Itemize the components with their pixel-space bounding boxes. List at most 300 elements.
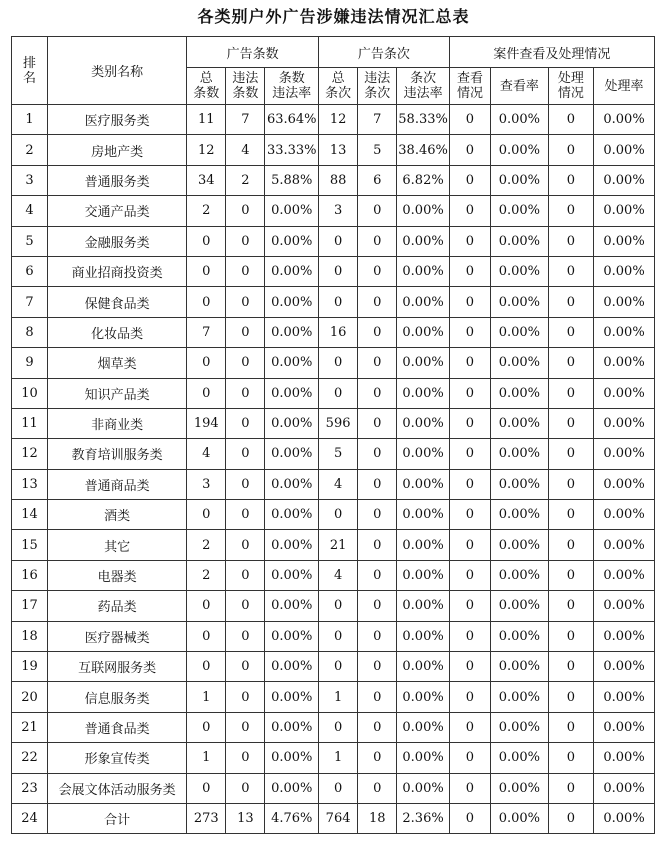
total-times-cell: 764 (319, 803, 358, 833)
violation-count-cell: 0 (226, 348, 265, 378)
view-rate-header-line1: 查看率 (499, 78, 539, 94)
times-violation-rate-cell: 0.00% (397, 348, 450, 378)
category-name-cell: 医疗服务类 (48, 105, 187, 135)
violation-count-cell: 0 (226, 712, 265, 742)
view-status-cell: 0 (449, 196, 490, 226)
handle-status-header (548, 68, 593, 105)
times-violation-rate-cell: 0.00% (397, 408, 450, 438)
violation-times-cell: 0 (358, 469, 397, 499)
view-rate-cell: 0.00% (491, 317, 549, 347)
total-count-cell: 3 (187, 469, 226, 499)
table-row (12, 135, 655, 165)
view-status-cell: 0 (449, 682, 490, 712)
handle-status-cell: 0 (548, 560, 593, 590)
total-count-cell: 0 (187, 378, 226, 408)
count-violation-rate-cell: 0.00% (265, 743, 319, 773)
rank-cell: 5 (12, 226, 48, 256)
handle-status-cell: 0 (548, 226, 593, 256)
table-row (12, 652, 655, 682)
times-violation-rate-cell: 0.00% (397, 652, 450, 682)
times-violation-rate-cell: 58.33% (397, 105, 450, 135)
view-status-cell: 0 (449, 803, 490, 833)
handle-rate-cell: 0.00% (594, 226, 655, 256)
times-violation-rate-cell: 0.00% (397, 773, 450, 803)
view-rate-cell: 0.00% (491, 803, 549, 833)
times-violation-rate-cell: 0.00% (397, 682, 450, 712)
view-rate-cell: 0.00% (491, 378, 549, 408)
table-row (12, 803, 655, 833)
times-violation-rate-header-line1: 条次 (410, 71, 437, 86)
violation-count-cell: 0 (226, 530, 265, 560)
handle-status-cell: 0 (548, 712, 593, 742)
total-times-cell: 0 (319, 652, 358, 682)
view-rate-cell: 0.00% (491, 439, 549, 469)
count-violation-rate-cell: 0.00% (265, 408, 319, 438)
view-status-header-line2: 情况 (456, 86, 483, 101)
rank-cell: 23 (12, 773, 48, 803)
violation-times-cell: 0 (358, 287, 397, 317)
total-count-cell: 0 (187, 652, 226, 682)
category-name-cell: 形象宣传类 (48, 743, 187, 773)
ad-count-group-header: 广告条数 (187, 37, 319, 68)
category-name-cell: 信息服务类 (48, 682, 187, 712)
table-row (12, 165, 655, 195)
view-status-cell: 0 (449, 408, 490, 438)
violation-times-header-line2: 条次 (364, 86, 391, 101)
category-name-cell: 电器类 (48, 560, 187, 590)
handle-rate-header (594, 68, 655, 105)
total-count-cell: 0 (187, 348, 226, 378)
times-violation-rate-cell: 0.00% (397, 560, 450, 590)
view-status-cell: 0 (449, 500, 490, 530)
times-violation-rate-cell: 0.00% (397, 256, 450, 286)
handle-status-cell: 0 (548, 135, 593, 165)
handle-status-cell: 0 (548, 439, 593, 469)
rank-cell: 4 (12, 196, 48, 226)
total-count-cell: 4 (187, 439, 226, 469)
total-count-header-line1: 总 (199, 71, 213, 86)
view-status-header (449, 68, 490, 105)
violation-count-cell: 0 (226, 621, 265, 651)
total-count-cell: 0 (187, 226, 226, 256)
rank-cell: 13 (12, 469, 48, 499)
total-count-cell: 0 (187, 500, 226, 530)
violation-times-cell: 0 (358, 591, 397, 621)
total-times-cell: 4 (319, 469, 358, 499)
category-name-cell: 知识产品类 (48, 378, 187, 408)
total-times-cell: 0 (319, 256, 358, 286)
view-status-header-line1: 查看 (456, 71, 483, 86)
violation-times-cell: 0 (358, 348, 397, 378)
total-times-cell: 12 (319, 105, 358, 135)
rank-cell: 20 (12, 682, 48, 712)
violation-times-cell: 0 (358, 530, 397, 560)
count-violation-rate-cell: 0.00% (265, 773, 319, 803)
category-name-cell: 酒类 (48, 500, 187, 530)
handle-status-cell: 0 (548, 469, 593, 499)
violation-times-cell: 0 (358, 500, 397, 530)
table-row (12, 500, 655, 530)
violation-times-cell: 0 (358, 226, 397, 256)
violation-count-cell: 0 (226, 408, 265, 438)
handle-rate-cell: 0.00% (594, 469, 655, 499)
category-name-cell: 普通服务类 (48, 165, 187, 195)
violation-times-header (358, 68, 397, 105)
view-rate-cell: 0.00% (491, 256, 549, 286)
total-times-cell: 0 (319, 621, 358, 651)
times-violation-rate-cell: 6.82% (397, 165, 450, 195)
table-row (12, 773, 655, 803)
table-row (12, 439, 655, 469)
handle-status-cell: 0 (548, 743, 593, 773)
table-row (12, 712, 655, 742)
handle-rate-cell: 0.00% (594, 287, 655, 317)
count-violation-rate-cell: 0.00% (265, 196, 319, 226)
count-violation-rate-cell: 0.00% (265, 287, 319, 317)
table-row (12, 196, 655, 226)
table-row (12, 317, 655, 347)
violation-times-cell: 18 (358, 803, 397, 833)
total-times-cell: 0 (319, 500, 358, 530)
case-group-header: 案件查看及处理情况 (449, 37, 654, 68)
total-times-cell: 1 (319, 743, 358, 773)
table-row (12, 560, 655, 590)
view-status-cell: 0 (449, 165, 490, 195)
count-violation-rate-header-line1: 条数 (278, 71, 305, 86)
total-count-cell: 2 (187, 196, 226, 226)
handle-rate-cell: 0.00% (594, 196, 655, 226)
total-times-cell: 0 (319, 226, 358, 256)
view-status-cell: 0 (449, 591, 490, 621)
total-times-cell: 0 (319, 712, 358, 742)
view-status-cell: 0 (449, 560, 490, 590)
category-name-cell: 教育培训服务类 (48, 439, 187, 469)
count-violation-rate-cell: 0.00% (265, 682, 319, 712)
count-violation-rate-cell: 0.00% (265, 256, 319, 286)
handle-status-cell: 0 (548, 530, 593, 560)
violation-count-header-line2: 条数 (232, 86, 259, 101)
total-times-cell: 88 (319, 165, 358, 195)
rank-cell: 7 (12, 287, 48, 317)
times-violation-rate-cell: 0.00% (397, 196, 450, 226)
table-row (12, 287, 655, 317)
times-violation-rate-cell: 0.00% (397, 317, 450, 347)
handle-rate-cell: 0.00% (594, 621, 655, 651)
rank-cell: 2 (12, 135, 48, 165)
view-status-cell: 0 (449, 348, 490, 378)
view-rate-cell: 0.00% (491, 591, 549, 621)
view-status-cell: 0 (449, 773, 490, 803)
header-row-groups (12, 37, 655, 68)
handle-status-cell: 0 (548, 256, 593, 286)
times-violation-rate-cell: 0.00% (397, 743, 450, 773)
rank-cell: 22 (12, 743, 48, 773)
total-count-header (187, 68, 226, 105)
table-row (12, 378, 655, 408)
violation-count-cell: 0 (226, 378, 265, 408)
category-name-cell: 金融服务类 (48, 226, 187, 256)
table-row (12, 530, 655, 560)
handle-rate-cell: 0.00% (594, 317, 655, 347)
category-name-cell: 非商业类 (48, 408, 187, 438)
handle-status-cell: 0 (548, 196, 593, 226)
view-status-cell: 0 (449, 712, 490, 742)
violation-count-cell: 0 (226, 591, 265, 621)
count-violation-rate-cell: 0.00% (265, 591, 319, 621)
category-header: 类别名称 (48, 37, 187, 105)
rank-cell: 8 (12, 317, 48, 347)
view-rate-cell: 0.00% (491, 469, 549, 499)
handle-status-cell: 0 (548, 408, 593, 438)
table-row (12, 682, 655, 712)
handle-status-cell: 0 (548, 165, 593, 195)
table-row (12, 469, 655, 499)
rank-cell: 15 (12, 530, 48, 560)
table-row (12, 256, 655, 286)
total-count-cell: 2 (187, 560, 226, 590)
total-times-cell: 4 (319, 560, 358, 590)
category-name-cell: 保健食品类 (48, 287, 187, 317)
violation-count-cell: 0 (226, 226, 265, 256)
handle-rate-cell: 0.00% (594, 135, 655, 165)
violation-count-cell: 0 (226, 196, 265, 226)
violation-times-cell: 0 (358, 743, 397, 773)
count-violation-rate-cell: 0.00% (265, 712, 319, 742)
view-rate-cell: 0.00% (491, 348, 549, 378)
count-violation-rate-cell: 0.00% (265, 500, 319, 530)
violation-times-cell: 6 (358, 165, 397, 195)
times-violation-rate-cell: 0.00% (397, 287, 450, 317)
count-violation-rate-cell: 0.00% (265, 348, 319, 378)
handle-status-cell: 0 (548, 652, 593, 682)
violation-times-cell: 0 (358, 378, 397, 408)
count-violation-rate-header (265, 68, 319, 105)
category-name-cell: 化妆品类 (48, 317, 187, 347)
total-times-header (319, 68, 358, 105)
violation-times-cell: 5 (358, 135, 397, 165)
violation-count-header (226, 68, 265, 105)
count-violation-rate-cell: 0.00% (265, 317, 319, 347)
total-times-cell: 596 (319, 408, 358, 438)
violation-count-cell: 0 (226, 560, 265, 590)
category-name-cell: 药品类 (48, 591, 187, 621)
total-count-cell: 12 (187, 135, 226, 165)
handle-status-cell: 0 (548, 621, 593, 651)
view-rate-cell: 0.00% (491, 743, 549, 773)
count-violation-rate-cell: 4.76% (265, 803, 319, 833)
total-times-cell: 13 (319, 135, 358, 165)
view-status-cell: 0 (449, 621, 490, 651)
rank-cell: 3 (12, 165, 48, 195)
violation-count-cell: 0 (226, 439, 265, 469)
total-count-cell: 34 (187, 165, 226, 195)
table-row (12, 348, 655, 378)
total-count-cell: 0 (187, 591, 226, 621)
handle-rate-cell: 0.00% (594, 105, 655, 135)
total-times-cell: 0 (319, 773, 358, 803)
rank-cell: 6 (12, 256, 48, 286)
view-rate-cell: 0.00% (491, 682, 549, 712)
violation-times-cell: 0 (358, 196, 397, 226)
view-status-cell: 0 (449, 135, 490, 165)
view-status-cell: 0 (449, 105, 490, 135)
total-count-cell: 2 (187, 530, 226, 560)
violation-count-header-line1: 违法 (232, 71, 259, 86)
handle-status-cell: 0 (548, 287, 593, 317)
handle-rate-cell: 0.00% (594, 500, 655, 530)
total-times-header-line2: 条次 (325, 86, 352, 101)
view-rate-header (491, 68, 549, 105)
view-status-cell: 0 (449, 256, 490, 286)
count-violation-rate-cell: 0.00% (265, 560, 319, 590)
table-row (12, 408, 655, 438)
violation-times-cell: 0 (358, 439, 397, 469)
rank-cell: 24 (12, 803, 48, 833)
violation-count-cell: 4 (226, 135, 265, 165)
violation-count-cell: 0 (226, 287, 265, 317)
category-name-cell: 普通商品类 (48, 469, 187, 499)
rank-cell: 9 (12, 348, 48, 378)
count-violation-rate-cell: 33.33% (265, 135, 319, 165)
total-times-cell: 3 (319, 196, 358, 226)
total-times-header-line1: 总 (331, 71, 345, 86)
handle-status-cell: 0 (548, 591, 593, 621)
violation-count-cell: 0 (226, 317, 265, 347)
count-violation-rate-cell: 0.00% (265, 439, 319, 469)
handle-rate-cell: 0.00% (594, 712, 655, 742)
times-violation-rate-cell: 0.00% (397, 378, 450, 408)
total-count-cell: 1 (187, 682, 226, 712)
violation-count-cell: 0 (226, 256, 265, 286)
handle-status-cell: 0 (548, 317, 593, 347)
category-name-cell: 合计 (48, 803, 187, 833)
view-status-cell: 0 (449, 287, 490, 317)
handle-rate-cell: 0.00% (594, 591, 655, 621)
page-title: 各类别户外广告涉嫌违法情况汇总表 (197, 7, 470, 26)
view-rate-cell: 0.00% (491, 226, 549, 256)
handle-status-cell: 0 (548, 682, 593, 712)
total-times-cell: 0 (319, 287, 358, 317)
rank-cell: 21 (12, 712, 48, 742)
rank-header (12, 37, 48, 105)
count-violation-rate-cell: 0.00% (265, 469, 319, 499)
violation-count-cell: 2 (226, 165, 265, 195)
handle-rate-cell: 0.00% (594, 165, 655, 195)
handle-rate-cell: 0.00% (594, 743, 655, 773)
view-rate-cell: 0.00% (491, 560, 549, 590)
times-violation-rate-cell: 0.00% (397, 469, 450, 499)
violation-count-cell: 0 (226, 743, 265, 773)
rank-cell: 17 (12, 591, 48, 621)
times-violation-rate-header-line2: 违法率 (403, 86, 443, 101)
times-violation-rate-cell: 0.00% (397, 712, 450, 742)
rank-cell: 16 (12, 560, 48, 590)
total-count-cell: 0 (187, 287, 226, 317)
view-status-cell: 0 (449, 317, 490, 347)
violation-count-cell: 0 (226, 500, 265, 530)
times-violation-rate-cell: 0.00% (397, 621, 450, 651)
view-rate-cell: 0.00% (491, 652, 549, 682)
view-status-cell: 0 (449, 439, 490, 469)
times-violation-rate-cell: 0.00% (397, 439, 450, 469)
view-rate-cell: 0.00% (491, 773, 549, 803)
violation-times-cell: 0 (358, 317, 397, 347)
view-rate-cell: 0.00% (491, 287, 549, 317)
table-row (12, 743, 655, 773)
handle-rate-cell: 0.00% (594, 408, 655, 438)
handle-status-cell: 0 (548, 500, 593, 530)
handle-status-header-line1: 处理 (557, 71, 584, 86)
category-name-cell: 交通产品类 (48, 196, 187, 226)
rank-cell: 14 (12, 500, 48, 530)
total-times-cell: 21 (319, 530, 358, 560)
violation-times-header-line1: 违法 (364, 71, 391, 86)
handle-rate-cell: 0.00% (594, 378, 655, 408)
total-times-cell: 0 (319, 348, 358, 378)
total-count-header-line2: 条数 (193, 86, 220, 101)
handle-rate-cell: 0.00% (594, 530, 655, 560)
violation-times-cell: 0 (358, 712, 397, 742)
times-violation-rate-cell: 2.36% (397, 803, 450, 833)
view-status-cell: 0 (449, 530, 490, 560)
handle-rate-cell: 0.00% (594, 560, 655, 590)
rank-cell: 11 (12, 408, 48, 438)
violation-times-cell: 0 (358, 256, 397, 286)
count-violation-rate-cell: 0.00% (265, 226, 319, 256)
table-row (12, 226, 655, 256)
handle-status-cell: 0 (548, 105, 593, 135)
violation-count-cell: 0 (226, 469, 265, 499)
violation-count-cell: 0 (226, 652, 265, 682)
violation-times-cell: 0 (358, 773, 397, 803)
times-violation-rate-header (397, 68, 450, 105)
total-count-cell: 0 (187, 256, 226, 286)
violation-count-cell: 0 (226, 773, 265, 803)
handle-status-header-line2: 情况 (557, 86, 584, 101)
handle-rate-cell: 0.00% (594, 803, 655, 833)
times-violation-rate-cell: 0.00% (397, 500, 450, 530)
table-row (12, 621, 655, 651)
view-status-cell: 0 (449, 469, 490, 499)
handle-status-cell: 0 (548, 773, 593, 803)
view-status-cell: 0 (449, 743, 490, 773)
handle-rate-cell: 0.00% (594, 348, 655, 378)
category-name-cell: 会展文体活动服务类 (48, 773, 187, 803)
rank-cell: 12 (12, 439, 48, 469)
times-violation-rate-cell: 38.46% (397, 135, 450, 165)
total-times-cell: 0 (319, 591, 358, 621)
count-violation-rate-cell: 63.64% (265, 105, 319, 135)
handle-rate-cell: 0.00% (594, 682, 655, 712)
view-status-cell: 0 (449, 652, 490, 682)
view-rate-cell: 0.00% (491, 621, 549, 651)
violation-count-cell: 13 (226, 803, 265, 833)
view-rate-cell: 0.00% (491, 408, 549, 438)
count-violation-rate-cell: 0.00% (265, 621, 319, 651)
view-rate-cell: 0.00% (491, 165, 549, 195)
view-rate-cell: 0.00% (491, 135, 549, 165)
violation-times-cell: 0 (358, 560, 397, 590)
category-name-cell: 烟草类 (48, 348, 187, 378)
view-rate-cell: 0.00% (491, 500, 549, 530)
count-violation-rate-cell: 0.00% (265, 652, 319, 682)
times-violation-rate-cell: 0.00% (397, 530, 450, 560)
category-name-cell: 其它 (48, 530, 187, 560)
ad-times-group-header: 广告条次 (319, 37, 450, 68)
category-name-cell: 医疗器械类 (48, 621, 187, 651)
count-violation-rate-cell: 0.00% (265, 378, 319, 408)
violation-times-cell: 0 (358, 408, 397, 438)
